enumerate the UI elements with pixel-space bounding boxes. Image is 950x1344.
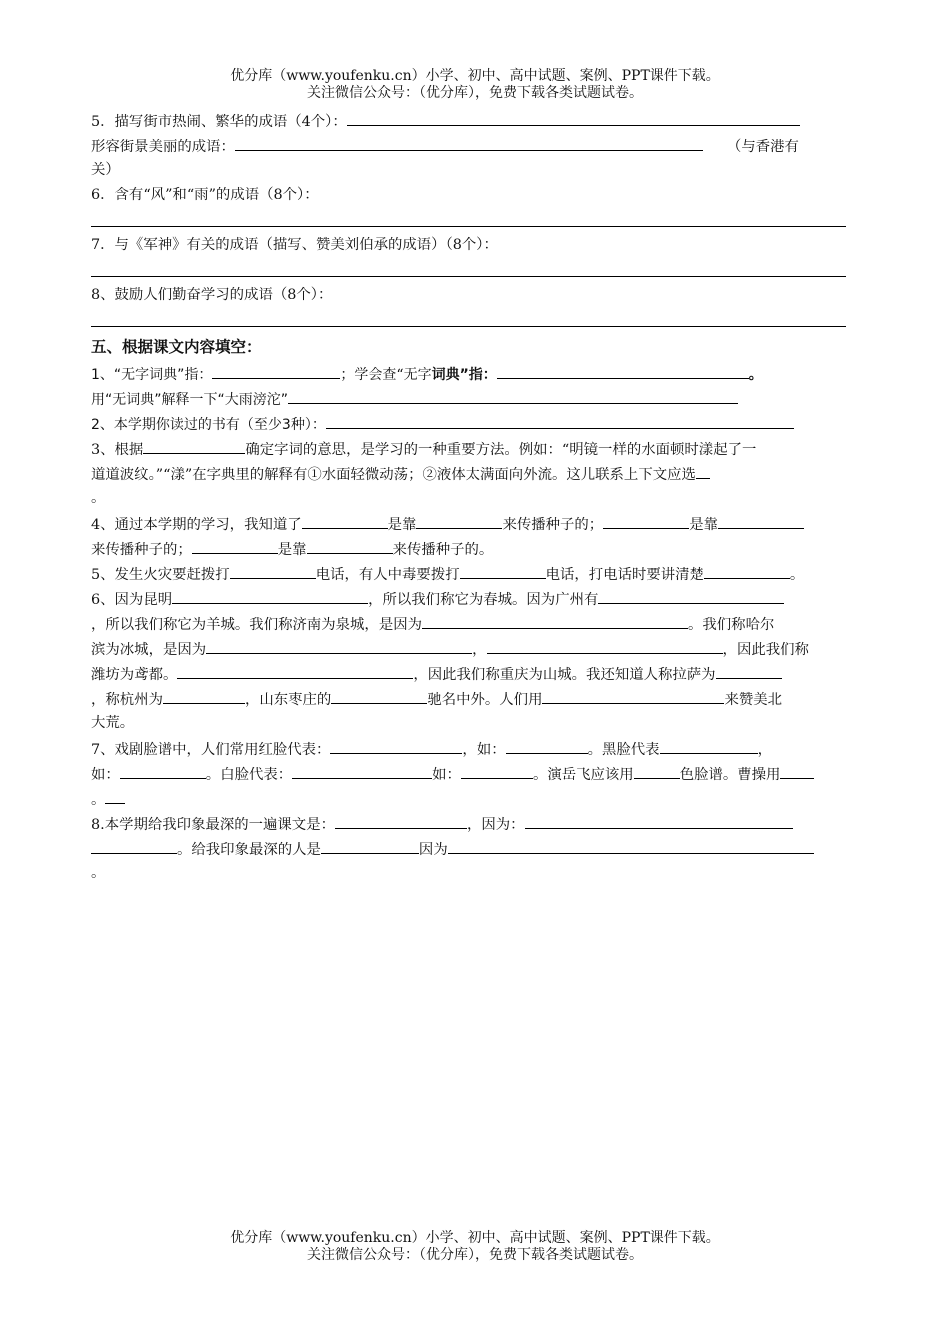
s5-q6-e: 滨为冰城，是因为 [91, 642, 207, 658]
answer-blank[interactable] [603, 511, 689, 529]
s5-q5 [91, 561, 856, 586]
page-footer [0, 1230, 950, 1264]
s5-q7-b: ，如： [462, 742, 506, 758]
s5-q6-f: ， [472, 642, 487, 658]
q4-item-6: 6．含有“风”和“雨”的成语（8个）： [91, 187, 319, 203]
answer-blank[interactable] [91, 836, 177, 854]
answer-blank[interactable] [230, 561, 316, 579]
answer-blank[interactable] [331, 686, 427, 704]
answer-blank[interactable] [448, 836, 814, 854]
s5-q7-f: 。白脸代表： [205, 767, 293, 783]
s5-q7-line1 [91, 736, 856, 761]
s5-q6-h: 潍坊为鸢都。 [91, 667, 178, 683]
answer-blank[interactable] [718, 511, 804, 529]
s5-q4-e: 来传播种子的； [91, 542, 192, 558]
s5-q5-end: 。 [789, 567, 805, 583]
q4-item-5 [91, 108, 856, 133]
answer-line[interactable] [91, 312, 846, 327]
s5-q6-line4 [91, 661, 856, 686]
answer-blank[interactable] [704, 561, 790, 579]
s5-q3-a: 3、根据 [91, 442, 144, 458]
answer-blank[interactable] [416, 511, 502, 529]
s5-q6-c: ，所以我们称它为羊城。我们称济南为泉城，是因为 [91, 617, 422, 633]
s5-q7-g: 如： [432, 767, 461, 783]
s5-q8-a: 8.本学期给我印象最深的一遍课文是： [91, 817, 335, 833]
answer-line[interactable] [91, 262, 846, 277]
q4-item-5b-wrap: 关） [91, 162, 120, 178]
s5-q7-c: 。黑脸代表 [587, 742, 660, 758]
answer-blank[interactable] [235, 133, 703, 151]
q4-item-8: 8、鼓励人们勤奋学习的成语（8个）： [91, 287, 333, 303]
page-header [0, 68, 950, 102]
answer-blank[interactable] [330, 736, 462, 754]
answer-blank[interactable] [696, 461, 710, 479]
answer-blank[interactable] [598, 586, 784, 604]
answer-blank[interactable] [307, 536, 393, 554]
s5-q4-d: 是靠 [689, 517, 718, 533]
s5-q6-line6: 大荒。 [91, 715, 135, 731]
answer-blank[interactable] [422, 611, 688, 629]
answer-blank[interactable] [460, 561, 546, 579]
s5-q7-end-text: 。 [91, 792, 106, 808]
answer-blank[interactable] [634, 761, 680, 779]
s5-q5-b: 电话，有人中毒要拨打 [315, 567, 460, 583]
s5-q4-b: 是靠 [387, 517, 417, 533]
answer-blank[interactable] [335, 811, 467, 829]
s5-q7-a: 7、戏剧脸谱中，人们常用红脸代表： [91, 742, 331, 758]
s5-q4-f: 是靠 [277, 542, 307, 558]
s5-q6-a: 6、因为昆明 [91, 592, 173, 608]
s5-q1-a: 1、“无字词典”指： [91, 367, 213, 383]
s5-q7-e: 如： [91, 767, 120, 783]
s5-q2-text: 2、本学期你读过的书有（至少3种）： [91, 417, 326, 433]
answer-blank[interactable] [292, 761, 432, 779]
s5-q7-end [91, 786, 856, 811]
s5-q1-b: ；学会查“无字 [340, 367, 432, 383]
s5-q1-c: 词典”指： [431, 367, 497, 383]
answer-blank[interactable] [302, 511, 388, 529]
answer-blank[interactable] [542, 686, 724, 704]
s5-q8-d: 因为 [418, 842, 448, 858]
footer-line-1: 优分库（www.youfenku.cn）小学、初中、高中试题、案例、PPT课件下载。 [230, 1230, 720, 1246]
s5-q6-j: ，称杭州为 [91, 692, 163, 708]
q4-item-5-text: 5．描写街市热闹、繁华的成语（4个）： [91, 114, 347, 130]
answer-blank[interactable] [143, 436, 245, 454]
s5-q3-line1 [91, 436, 856, 461]
s5-q4-c: 来传播种子的； [502, 517, 604, 533]
s5-q6-line2 [91, 611, 856, 636]
s5-q6-i: ，因此我们称重庆为山城。我还知道人称拉萨为 [413, 667, 716, 683]
answer-blank[interactable] [525, 811, 793, 829]
s5-q4-line1 [91, 511, 856, 536]
s5-q6-g: ，因此我们称 [722, 642, 809, 658]
s5-q1-end: 。 [748, 367, 763, 383]
answer-blank[interactable] [497, 361, 749, 379]
footer-line-2: 关注微信公众号：（优分库），免费下载各类试题试卷。 [307, 1247, 643, 1263]
answer-blank[interactable] [177, 661, 413, 679]
s5-q8-b: ，因为： [466, 817, 525, 833]
q4-item-5b [91, 133, 856, 158]
s5-q6-line3 [91, 636, 856, 661]
s5-q5-a: 5、发生火灾要赶拨打 [91, 567, 230, 583]
s5-q4-g: 来传播种子的。 [392, 542, 494, 558]
s5-q6-line1 [91, 586, 856, 611]
answer-blank[interactable] [212, 361, 340, 379]
answer-line[interactable] [91, 212, 846, 227]
answer-blank[interactable] [288, 386, 738, 404]
s5-q6-line5 [91, 686, 856, 711]
s5-q4-a: 4、通过本学期的学习，我知道了 [91, 517, 302, 533]
answer-blank[interactable] [120, 761, 206, 779]
s5-q8-line2 [91, 836, 856, 861]
answer-blank[interactable] [780, 761, 814, 779]
s5-q1 [91, 361, 856, 386]
s5-q6-d: 。我们称哈尔 [688, 617, 775, 633]
answer-blank[interactable] [461, 761, 533, 779]
answer-blank[interactable] [105, 786, 125, 804]
answer-blank[interactable] [206, 636, 472, 654]
s5-q7-d: ， [757, 742, 772, 758]
answer-blank[interactable] [326, 411, 794, 429]
s5-q7-i: 色脸谱。曹操用 [679, 767, 781, 783]
s5-q7-line2 [91, 761, 856, 786]
s5-q3-end: 。 [91, 490, 106, 506]
s5-q1b [91, 386, 856, 411]
answer-blank[interactable] [192, 536, 278, 554]
s5-q4-line2 [91, 536, 856, 561]
s5-q3-b: 确定字词的意思，是学习的一种重要方法。例如：“明镜一样的水面顿时漾起了一 [245, 442, 757, 458]
s5-q8-end: 。 [91, 865, 106, 881]
q4-item-5b-note: （与香港有 [726, 139, 799, 155]
s5-q6-m: 来赞美北 [724, 692, 783, 708]
s5-q6-k: ，山东枣庄的 [244, 692, 332, 708]
s5-q5-c: 电话，打电话时要讲清楚 [545, 567, 704, 583]
s5-q7-h: 。演岳飞应该用 [532, 767, 634, 783]
header-line-2: 关注微信公众号：（优分库），免费下载各类试题试卷。 [307, 85, 643, 101]
section-5-title: 五、根据课文内容填空： [91, 338, 262, 356]
answer-blank[interactable] [163, 686, 245, 704]
s5-q1b-text: 用“无词典”解释一下“大雨滂沱” [91, 392, 289, 408]
answer-blank[interactable] [321, 836, 419, 854]
answer-blank[interactable] [347, 108, 800, 126]
s5-q8-line1 [91, 811, 856, 836]
s5-q6-l: 驰名中外。人们用 [427, 692, 543, 708]
s5-q8-c: 。给我印象最深的人是 [177, 842, 321, 858]
answer-blank[interactable] [716, 661, 782, 679]
s5-q2 [91, 411, 856, 436]
q4-item-5b-text: 形容街景美丽的成语： [91, 139, 235, 155]
q4-item-7: 7．与《军神》有关的成语（描写、赞美刘伯承的成语）（8个）： [91, 237, 498, 253]
s5-q3-line2 [91, 461, 856, 486]
worksheet-body [91, 108, 856, 886]
answer-blank[interactable] [660, 736, 758, 754]
answer-blank[interactable] [487, 636, 723, 654]
s5-q3-c: 道道波纹。”“漾”在字典里的解释有①水面轻微动荡；②液体太满面向外流。这儿联系上下文应选 [91, 467, 696, 483]
answer-blank[interactable] [506, 736, 588, 754]
answer-blank[interactable] [172, 586, 368, 604]
s5-q6-b: ，所以我们称它为春城。因为广州有 [368, 592, 599, 608]
header-line-1: 优分库（www.youfenku.cn）小学、初中、高中试题、案例、PPT课件下载。 [230, 68, 720, 84]
